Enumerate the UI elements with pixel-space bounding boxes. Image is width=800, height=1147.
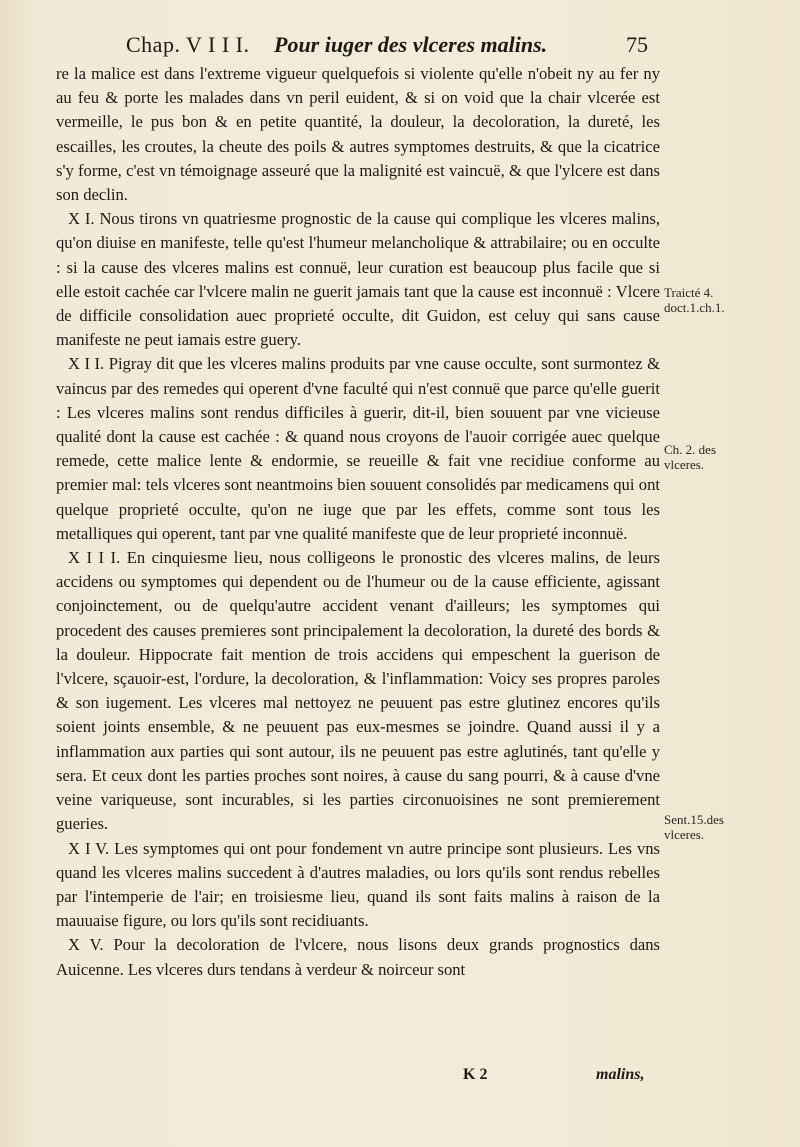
paragraph: X I I I. En cinquiesme lieu, nous colligeons le pronostic des vlceres malins, de leurs accidens ou symptomes qui dependent ou de l'humeur ou de la cause efficiente, agissant conjoinctement, ou de quelqu'autre accident venant d'ailleurs; les symptomes qui procedent des causes premieres sont principalement la decoloration, la dureté des bords & la douleur. Hippocrate fait mention de trois accidens qui empeschent la guerison de l'vlcere, sçauoir-est, l'ordure, la decoloration, & l'inflammation: Voicy ses propres paroles & son iugement. Les vlceres mal nettoyez ne peuuent pas estre glutinez encores qu'ils soient joints ensemble, & ne peuuent pas eux-mesmes se joindre. Quand aussi il y a inflammation aux parties qui sont autour, ils ne peuuent pas estre aglutinés, tant qu'elle y sera. Et ceux dont les parties proches sont noires, à cause du sang pourri, & à cause d'vne veine variqueuse, sont incurables, si les parties circonuoisines ne sont premierement gueries. — [56, 548, 660, 834]
signature-mark: K 2 — [463, 1066, 488, 1083]
margin-note: Traicté 4. doct.1.ch.1. — [664, 285, 725, 315]
page-number: 75 — [626, 32, 648, 57]
paragraph: X V. Pour la decoloration de l'vlcere, nous lisons deux grands prognostics dans Auicenne. Les vlceres durs tendans à verdeur & noirceur sont — [56, 935, 660, 979]
chapter-heading: Chap. V I I I. — [126, 32, 250, 57]
running-header — [60, 28, 660, 64]
catchword: malins, — [596, 1066, 645, 1083]
paragraph: X I V. Les symptomes qui ont pour fondement vn autre principe sont plusieurs. Les vns quand les vlceres malins succedent à d'autres maladies, ou lors qu'ils sont rendus rebelles par l'intemperie de l'air; en troisiesme lieu, quand ils sont faits malins à raison de la mauuaise figure, ou lors qu'ils sont recidiuants. — [56, 838, 660, 931]
paragraph: X I I. Pigray dit que les vlceres malins produits par vne cause occulte, sont surmontez & vaincus par des remedes qui operent d'vne faculté qui n'est connuë que parce qu'elle guerit : Les vlceres malins sont rendus difficiles à guerir, dit-il, bien souuent par vne vicieuse qualité dont la cause est cachée : & quand nous croyons de l'auoir corrigée auec quelque remede, cette malice lente & endormie, se reueille & fait vne recidiue conforme au premier mal: tels vlceres sont neantmoins bien souuent consolidés par medicamens qui ont quelque proprieté occulte, qu'on ne iuge que par les effets, comme sont tous les metalliques qui operent, tant par vne qualité manifeste que de leur proprieté inconnuë. — [56, 354, 660, 543]
paragraph: re la malice est dans l'extreme vigueur quelquefois si violente qu'elle n'obeit ny au fer ny au feu & porte les malades dans vn peril euident, & si on void que la chair vlcerée est vermeille, le pus bon & en petite quantité, la douleur, la decoloration, la dureté, les escailles, les croutes, la cheute des poils & autres symptomes destruits, & que la cicatrice s'y forme, c'est vn témoignage asseuré que la malignité est vaincuë, & que l'ylcere est dans son declin. — [56, 64, 660, 205]
margin-note: Ch. 2. des vlceres. — [664, 442, 716, 472]
margin-note: Sent.15.des vlceres. — [664, 812, 724, 842]
main-text — [56, 62, 660, 982]
paragraph: X I. Nous tirons vn quatriesme prognostic de la cause qui complique les vlceres malins, qu'on diuise en manifeste, telle qu'est l'humeur melancholique & attrabilaire; ou en occulte : si la cause des vlceres malins est connuë, leur curation est beaucoup plus facile que si elle estoit cachée car l'vlcere malin ne guerit jamais tant que la cause est inconnuë : Vlcere de difficile consolidation auec proprieté occulte, dit Guidon, est celuy qui sans cause manifeste ne peut iamais estre guery. — [56, 209, 660, 350]
chapter-title: Pour iuger des vlceres malins. — [274, 32, 548, 57]
